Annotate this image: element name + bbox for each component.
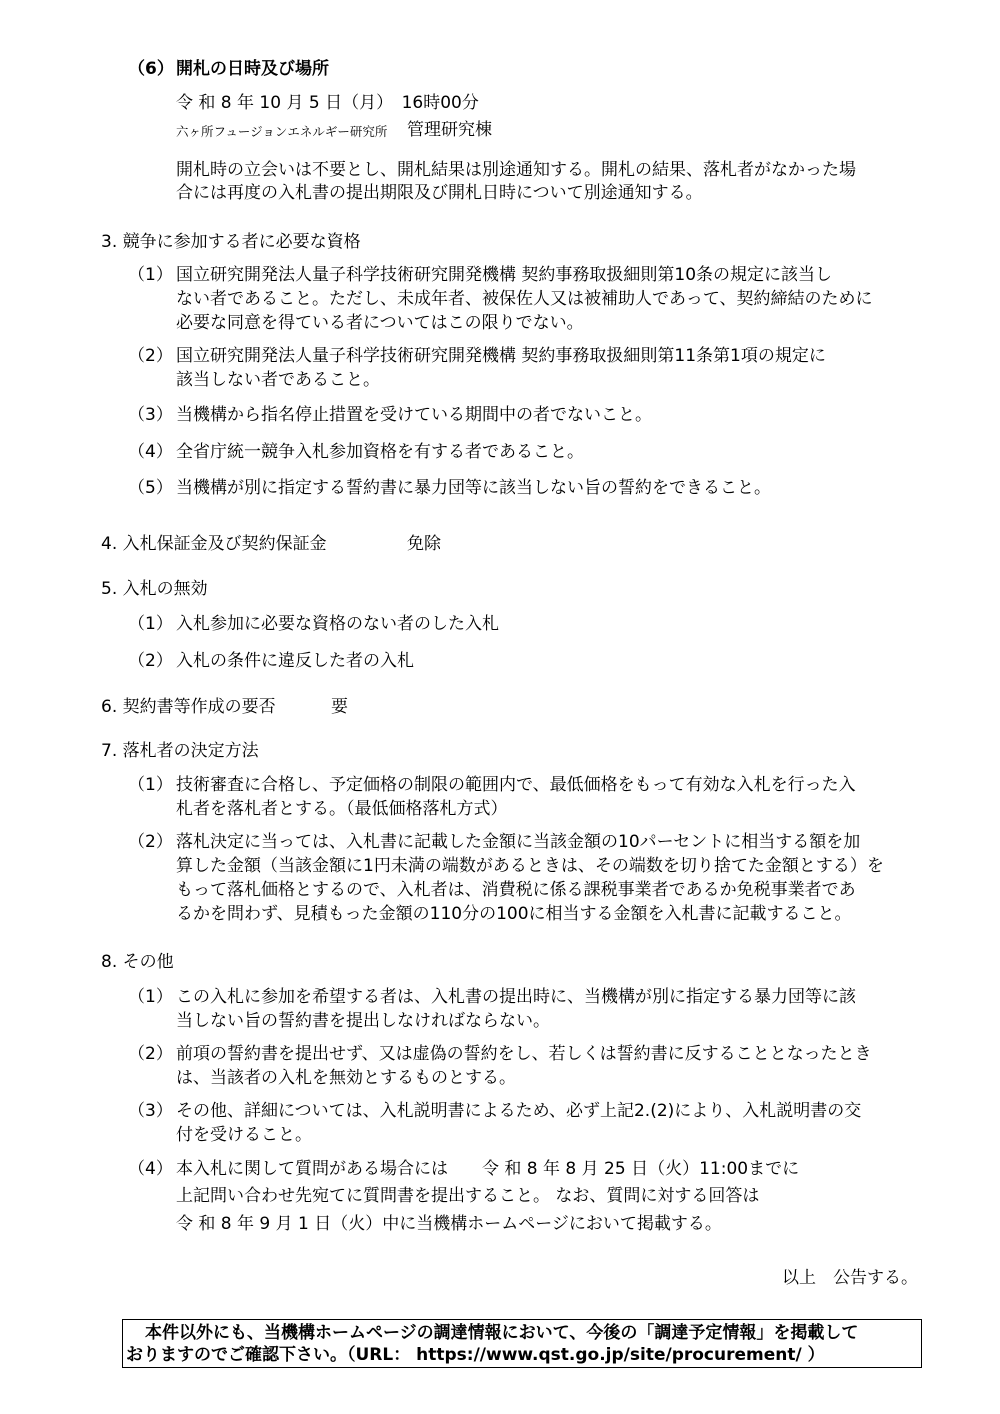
opening-place-institute: 六ヶ所フュージョンエネルギー研究所: [176, 124, 388, 139]
s7-item-2-line-1: 落札決定に当っては、入札書に記載した金額に当該金額の10パーセントに相当する額を加: [176, 832, 861, 852]
s5-item-1-line-1: 入札参加に必要な資格のない者のした入札: [176, 614, 499, 634]
opening-note-line-2: 合には再度の入札書の提出期限及び開札日時について別途通知する。: [176, 183, 703, 203]
section-4-heading: 4. 入札保証金及び契約保証金: [101, 534, 327, 554]
s7-item-2-line-4: るかを問わず、見積もった金額の110分の100に相当する金額を入札書に記載すること。: [176, 904, 852, 924]
procurement-notice-box: [122, 1319, 922, 1368]
procurement-url-link[interactable]: https://www.qst.go.jp/site/procurement/: [416, 1345, 802, 1365]
s3-item-3-number: （3）: [128, 405, 173, 425]
s3-item-1-number: （1）: [128, 265, 173, 285]
s3-item-1-line-2: ない者であること。ただし、未成年者、被保佐人又は被補助人であって、契約締結のために: [176, 289, 873, 309]
section-5-heading: 5. 入札の無効: [101, 579, 208, 599]
s8-item-1-number: （1）: [128, 987, 173, 1007]
section-6-number: （6）: [128, 59, 174, 79]
notice-line-2-prefix: おりますのでご確認下さい。（URL：: [126, 1345, 411, 1365]
s5-item-2-line-1: 入札の条件に違反した者の入札: [176, 651, 414, 671]
s8-item-3-number: （3）: [128, 1101, 173, 1121]
s3-item-2-line-2: 該当しない者であること。: [176, 370, 380, 390]
s7-item-1-line-1: 技術審査に合格し、予定価格の制限の範囲内で、最低価格をもって有効な入札を行った入: [176, 775, 856, 795]
s5-item-2-number: （2）: [128, 651, 173, 671]
s8-item-4-line-3: 令 和 8 年 9 月 1 日（火）中に当機構ホームページにおいて掲載する。: [176, 1214, 722, 1234]
section-6-contract-value: 要: [331, 697, 348, 717]
s7-item-2-number: （2）: [128, 832, 173, 852]
opening-datetime: 令 和 8 年 10 月 5 日（月） 16時00分: [176, 93, 479, 113]
s8-item-3-line-1: その他、詳細については、入札説明書によるため、必ず上記2.(2)により、入札説明書の交: [176, 1101, 862, 1121]
section-4-value: 免除: [407, 534, 441, 554]
s8-item-3-line-2: 付を受けること。: [176, 1125, 312, 1145]
section-3-heading: 3. 競争に参加する者に必要な資格: [101, 232, 361, 252]
s8-item-4-number: （4）: [128, 1159, 173, 1179]
s8-item-4-line-1: 本入札に関して質問がある場合には 令 和 8 年 8 月 25 日（火）11:00までに: [176, 1159, 800, 1179]
s8-item-2-number: （2）: [128, 1044, 173, 1064]
s7-item-2-line-3: もって落札価格とするので、入札者は、消費税に係る課税事業者であるか免税事業者であ: [176, 880, 856, 900]
notice-line-1: 本件以外にも、当機構ホームページの調達情報において、今後の「調達予定情報」を掲載して: [145, 1323, 859, 1343]
s5-item-1-number: （1）: [128, 614, 173, 634]
s8-item-1-line-2: 当しない旨の誓約書を提出しなければならない。: [176, 1011, 550, 1031]
section-7-heading: 7. 落札者の決定方法: [101, 741, 259, 761]
s3-item-5-number: （5）: [128, 478, 173, 498]
closing-text: 以上 公告する。: [782, 1268, 918, 1288]
s8-item-2-line-1: 前項の誓約書を提出せず、又は虚偽の誓約をし、若しくは誓約書に反することとなったとき: [176, 1044, 872, 1064]
notice-line-2: [126, 1344, 825, 1366]
s3-item-4-number: （4）: [128, 442, 173, 462]
opening-note-line-1: 開札時の立会いは不要とし、開札結果は別途通知する。開札の結果、落札者がなかった場: [176, 160, 856, 180]
s3-item-1-line-3: 必要な同意を得ている者についてはこの限りでない。: [176, 313, 584, 333]
s3-item-4-line-1: 全省庁統一競争入札参加資格を有する者であること。: [176, 442, 584, 462]
section-6-title: 開札の日時及び場所: [176, 59, 329, 79]
s3-item-2-line-1: 国立研究開発法人量子科学技術研究開発機構 契約事務取扱細則第11条第1項の規定に: [176, 346, 826, 366]
s8-item-2-line-2: は、当該者の入札を無効とするものとする。: [176, 1068, 516, 1088]
s7-item-2-line-2: 算した金額（当該金額に1円未満の端数があるときは、その端数を切り捨てた金額とする）を: [176, 856, 884, 876]
section-8-heading: 8. その他: [101, 952, 174, 972]
opening-place-building: 管理研究棟: [407, 120, 492, 140]
s3-item-1-line-1: 国立研究開発法人量子科学技術研究開発機構 契約事務取扱細則第10条の規定に該当し: [176, 265, 833, 285]
notice-line-2-suffix: ）: [807, 1345, 825, 1365]
s8-item-1-line-1: この入札に参加を希望する者は、入札書の提出時に、当機構が別に指定する暴力団等に該: [176, 987, 856, 1007]
s8-item-4-line-2: 上記問い合わせ先宛てに質問書を提出すること。 なお、質問に対する回答は: [176, 1186, 760, 1206]
s3-item-5-line-1: 当機構が別に指定する誓約書に暴力団等に該当しない旨の誓約をできること。: [176, 478, 771, 498]
s3-item-3-line-1: 当機構から指名停止措置を受けている期間中の者でないこと。: [176, 405, 652, 425]
s7-item-1-line-2: 札者を落札者とする。（最低価格落札方式）: [176, 799, 508, 819]
section-6-contract-heading: 6. 契約書等作成の要否: [101, 697, 276, 717]
s3-item-2-number: （2）: [128, 346, 173, 366]
s7-item-1-number: （1）: [128, 775, 173, 795]
